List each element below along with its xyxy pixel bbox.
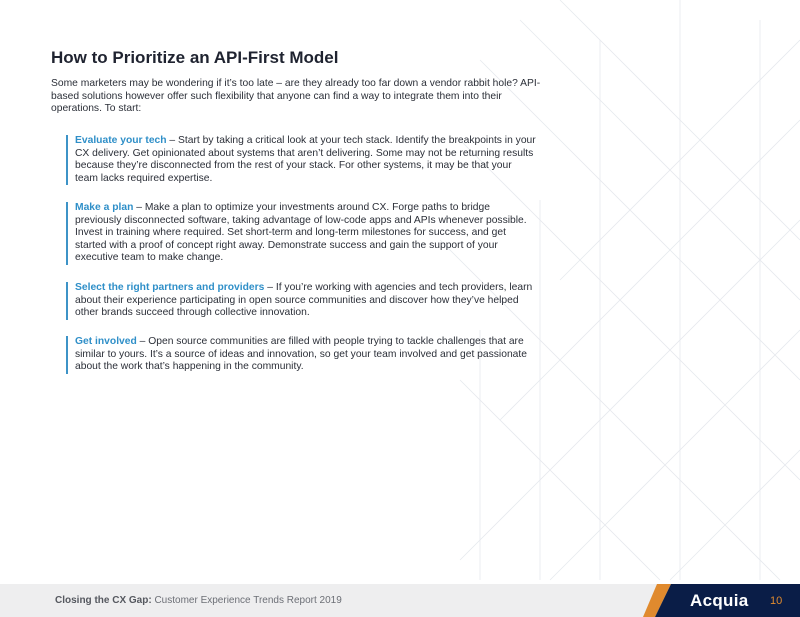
item-text: – Make a plan to optimize your investments around CX. Forge paths to bridge previously disconnected software, taking advantage of low-code apps and APIs whenever possible. Invest in training where required. Set short-term and long-term milestones for success, and get started with a proof of concept right away. Demonstrate success and gain the support of your executive team to make change. (75, 202, 527, 264)
item-text: – If you’re working with agencies and tech providers, learn about their experience participating in open source communities and discover how they’ve helped other brands succeed through collective innovation. (75, 282, 533, 319)
orange-stripe-decoration (643, 584, 683, 617)
list-item-evaluate-tech (66, 135, 536, 185)
report-title-bold: Closing the CX Gap: (55, 595, 152, 606)
acquia-logo: Acquia (690, 591, 749, 610)
item-heading: Make a plan (75, 202, 134, 213)
page-footer (0, 584, 800, 617)
acquia-logo-block (683, 584, 800, 617)
report-title (55, 595, 342, 606)
item-heading: Select the right partners and providers (75, 282, 265, 293)
intro-paragraph: Some marketers may be wondering if it’s too late – are they already too far down a vendor rabbit hole? API-based solutions however offer such flexibility that anyone can find a way to integrate them into their operations. To start: (51, 78, 541, 115)
list-item-get-involved (66, 336, 536, 374)
item-heading: Evaluate your tech (75, 135, 167, 146)
list-item-select-partners (66, 282, 536, 320)
page-title: How to Prioritize an API-First Model (51, 48, 339, 67)
item-text: – Start by taking a critical look at your tech stack. Identify the breakpoints in your CX delivery. Get opinionated about systems that aren’t delivering. Some may not be returning results because they’re disconnected from the rest of your stack. For other systems, it may be that your team lacks required expertise. (75, 135, 536, 184)
list-item-make-plan (66, 202, 536, 265)
item-heading: Get involved (75, 336, 137, 347)
report-title-rest: Customer Experience Trends Report 2019 (151, 595, 342, 606)
item-text: – Open source communities are filled with people trying to tackle challenges that are similar to yours. It’s a source of ideas and innovation, so get your team involved and get passionate about the work that’s happening in the community. (75, 336, 527, 373)
page-number: 10 (770, 595, 783, 607)
